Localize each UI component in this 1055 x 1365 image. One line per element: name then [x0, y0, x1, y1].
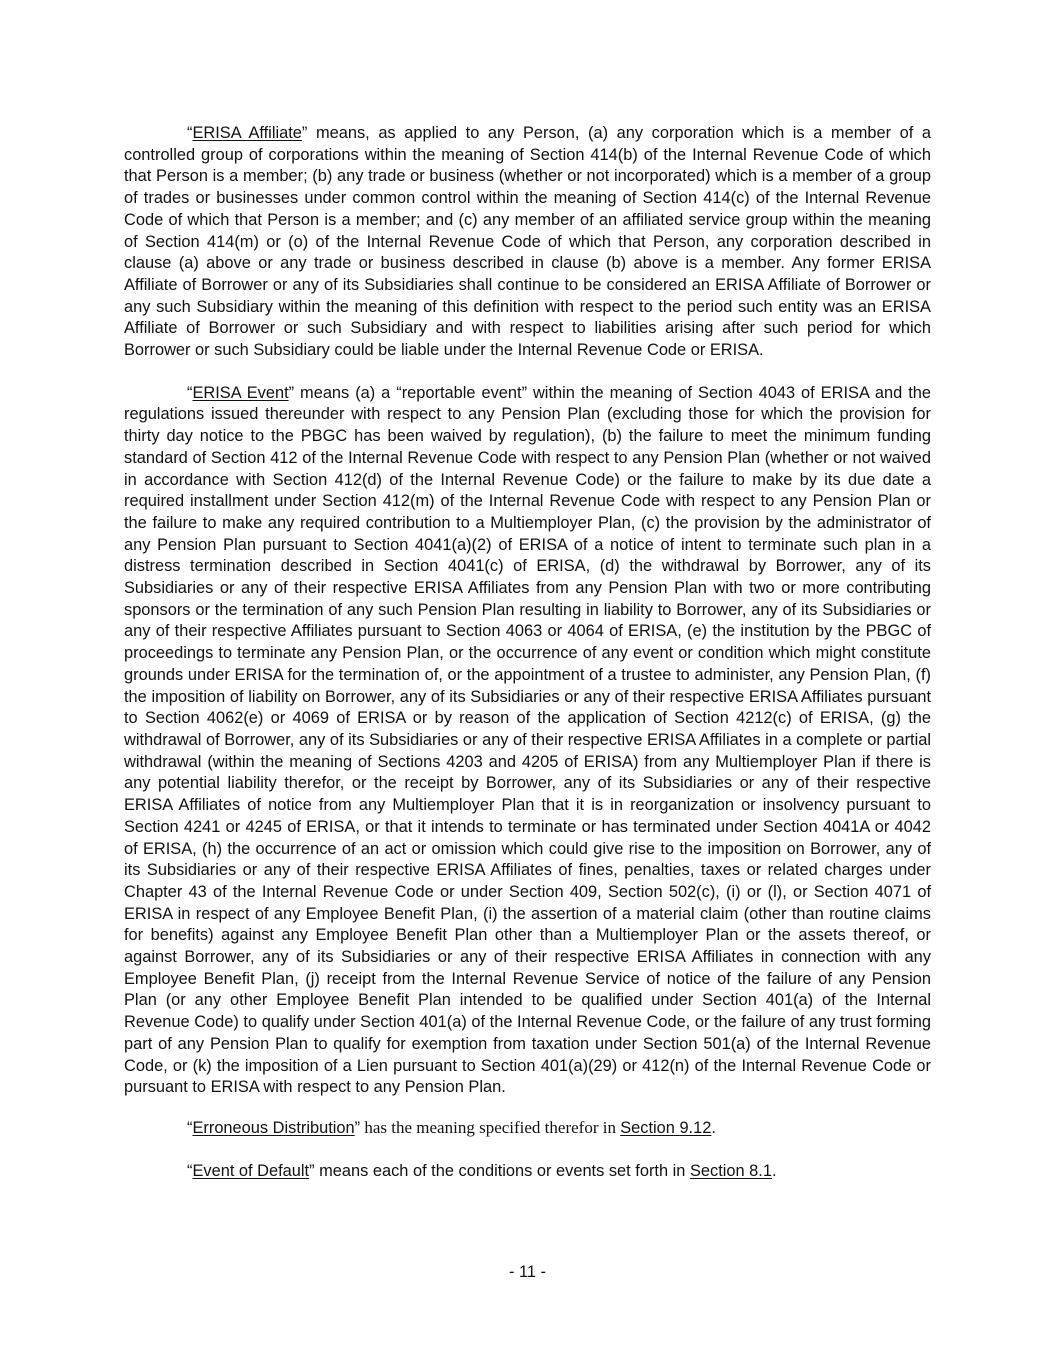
open-quote: “ [187, 1161, 193, 1180]
definition-text: means (a) a “reportable event” within the meaning of Section 4043 of ERISA and the regulations issued thereunder with respect to any Pension Plan (excluding those for which the provision for thirty day notice to the PBGC has been waived by regulation), (b) the failure to meet the minimum funding standard of Section 412 of the Internal Revenue Code with respect to any Pension Plan (whether or not waived in accordance with Section 412(d) of the Internal Revenue Code) or the failure to make by its due date a required installment under Section 412(m) of the Internal Revenue Code with respect to any Pension Plan or the failure to make any required contribution to a Multiemployer Plan, (c) the provision by the administrator of any Pension Plan pursuant to Section 4041(a)(2) of ERISA of a notice of intent to terminate such plan in a distress termination described in Section 4041(c) of ERISA, (d) the withdrawal by Borrower, any of its Subsidiaries or any of their respective ERISA Affiliates from any Pension Plan with two or more contributing sponsors or the termination of any such Pension Plan resulting in liability to Borrower, any of its Subsidiaries or any of their respective Affiliates pursuant to Section 4063 or 4064 of ERISA, (e) the institution by the PBGC of proceedings to terminate any Pension Plan, or the occurrence of any event or condition which might constitute grounds under ERISA for the termination of, or the appointment of a trustee to administer, any Pension Plan, (f) the imposition of liability on Borrower, any of its Subsidiaries or any of their respective ERISA Affiliates pursuant to Section 4062(e) or 4069 of ERISA or by reason of the application of Section 4212(c) of ERISA, (g) the withdrawal of Borrower, any of its Subsidiaries or any of their respective ERISA Affiliates in a complete or partial withdrawal (within the meaning of Sections 4203 and 4205 of ERISA) from any Multiemployer Plan if there is any potential liability therefor, or the receipt by Borrower, any of its Subsidiaries or any of their respective ERISA Affiliates of notice from any Multiemployer Plan that it is in reorganization or insolvency pursuant to Section 4241 or 4245 of ERISA, or that it intends to terminate or has terminated under Section 4041A or 4042 of ERISA, (h) the occurrence of an act or omission which could give rise to the imposition on Borrower, any of its Subsidiaries or any of their respective ERISA Affiliates of fines, penalties, taxes or related charges under Chapter 43 of the Internal Revenue Code or under Section 409, Section 502(c), (i) or (l), or Section 4071 of ERISA in respect of any Employee Benefit Plan, (i) the assertion of a material claim (other than routine claims for benefits) against any Employee Benefit Plan other than a Multiemployer Plan or the assets thereof, or against Borrower, any of its Subsidiaries or any of their respective ERISA Affiliates in connection with any Employee Benefit Plan, (j) receipt from the Internal Revenue Service of notice of the failure of any Pension Plan (or any other Employee Benefit Plan intended to be qualified under Section 401(a) of the Internal Revenue Code) to qualify under Section 401(a) of the Internal Revenue Code, or the failure of any trust forming part of any Pension Plan to qualify for exemption from taxation under Section 501(a) of the Internal Revenue Code, or (k) the imposition of a Lien pursuant to Section 401(a)(29) or 412(n) of the Internal Revenue Code or pursuant to ERISA with respect to any Pension Plan. [124, 383, 932, 1097]
definition-event-of-default [124, 1161, 931, 1183]
sentence-end: . [771, 1161, 777, 1180]
defined-term: ERISA Event [192, 383, 289, 402]
definition-text: means, as applied to any Person, (a) any corporation which is a member of a controlled group of corporations within the meaning of Section 414(b) of the Internal Revenue Code of which that Person is a member; (b) any trade or business (whether or not incorporated) which is a member of a group of trades or businesses under common control within the meaning of Section 414(c) of the Internal Revenue Code of which that Person is a member; and (c) any member of an affiliated service group within the meaning of Section 414(m) or (o) of the Internal Revenue Code of which that Person, any corporation described in clause (a) above or any trade or business described in clause (b) above is a member. Any former ERISA Affiliate of Borrower or any of its Subsidiaries shall continue to be considered an ERISA Affiliate of Borrower or any such Subsidiary within the meaning of this definition with respect to the period such entity was an ERISA Affiliate of Borrower or such Subsidiary and with respect to liabilities arising after such period for which Borrower or such Subsidiary could be liable under the Internal Revenue Code or ERISA. [124, 124, 932, 360]
definition-erroneous-distribution [124, 1117, 931, 1140]
definition-text: means each of the conditions or events set forth in [314, 1161, 690, 1180]
defined-term: Erroneous Distribution [192, 1118, 355, 1137]
close-quote: ” [309, 1161, 315, 1180]
defined-term: ERISA Affiliate [192, 124, 302, 142]
definition-erisa-event [124, 383, 931, 1099]
sentence-end: . [711, 1118, 716, 1137]
open-quote: “ [187, 124, 193, 142]
close-quote: ” [288, 383, 295, 402]
close-quote: ” [301, 124, 308, 142]
page-number: - 11 - [508, 1263, 547, 1281]
open-quote: “ [187, 383, 193, 402]
section-reference: Section 8.1 [689, 1161, 772, 1180]
open-quote: “ [187, 1118, 193, 1137]
defined-term: Event of Default [192, 1161, 310, 1180]
definition-text: has the meaning specified therefor in [360, 1117, 621, 1137]
document-page [124, 123, 931, 1182]
close-quote: ” [354, 1118, 361, 1137]
section-reference: Section 9.12 [620, 1118, 712, 1137]
definition-erisa-affiliate [124, 123, 931, 362]
